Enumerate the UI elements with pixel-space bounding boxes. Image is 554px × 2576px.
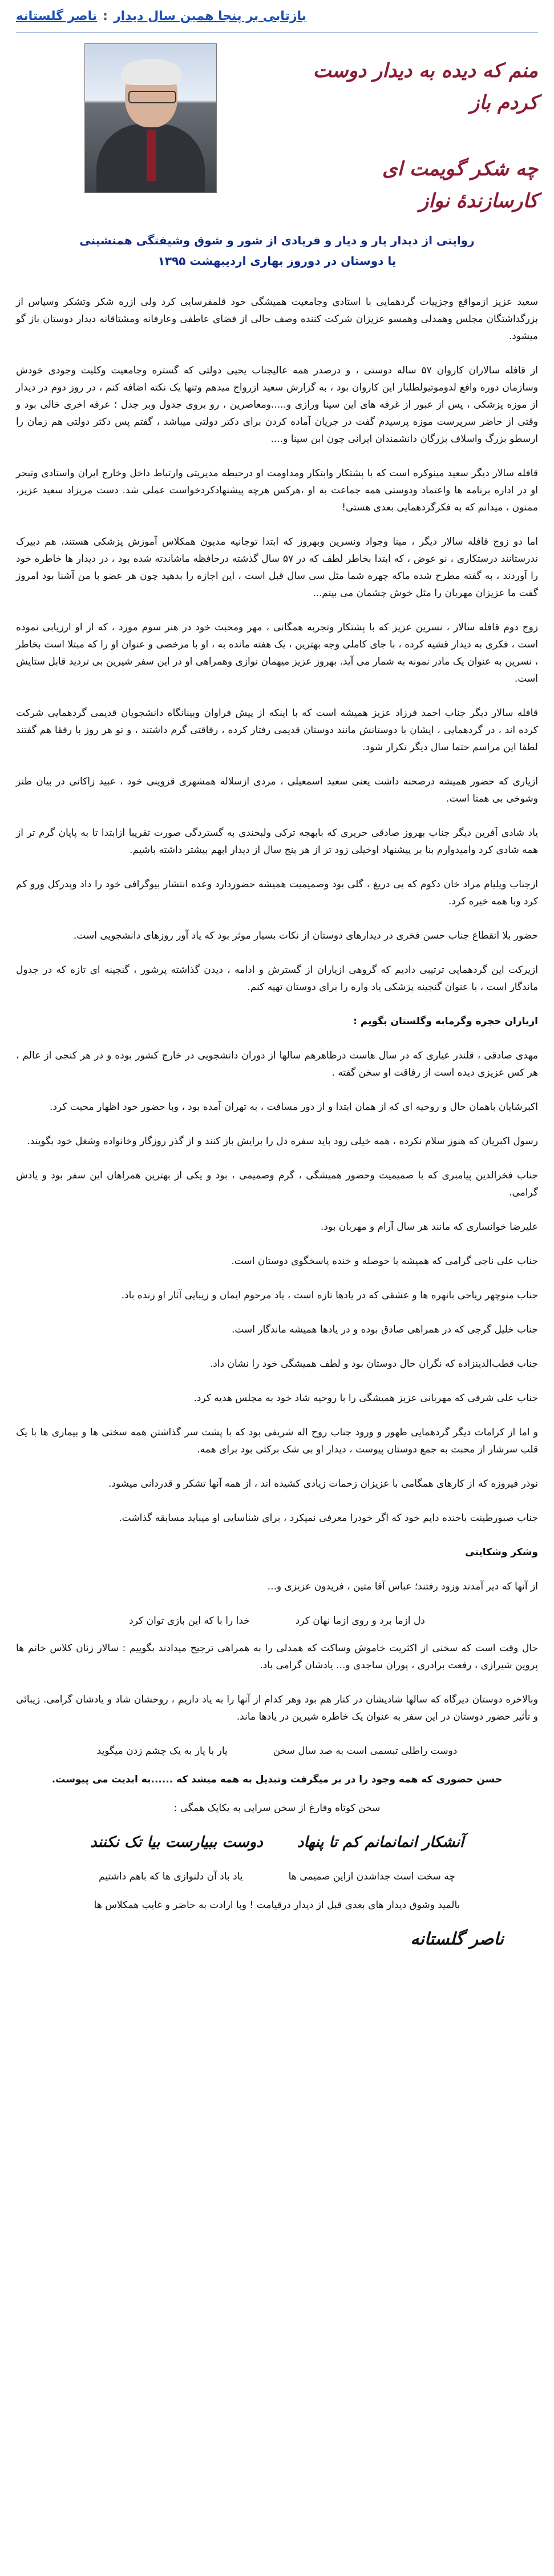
poem-hemistich: دوست راطلی تبسمی است به صد سال سخن: [273, 1745, 458, 1757]
signature-verse: [16, 1834, 538, 1851]
article-title-link[interactable]: بازتابی بر پنجا همین سال دیدار: [113, 9, 307, 23]
closing-bold-line: حسن حضوری که همه وجود را در بر میگرفت وتبدیل به همه میشد که ......به ابدیت می پیوست.: [51, 1774, 503, 1785]
poem-hemistich: چه سخت است جداشدن ازاین صمیمی ها: [288, 1871, 455, 1882]
closing-line: سخن کوتاه وفارغ از سخن سرایی به یکایک همگی :: [173, 1802, 381, 1814]
final-line: بالمید وشوق دیدار های بعدی قبل از دیدار درقیامت ! وبا ارادت به حاضر و غایب همکلاس ها: [94, 1899, 460, 1911]
photo-hair: [122, 59, 181, 85]
signature-verse-left: آنشکار انمانمانم کم تا پنهاد: [297, 1834, 464, 1851]
paragraph: نوذر فیروزه که از کارهای همگامی با عزیزان زحمات زیادی کشیده اند ، از همه آنها تشکر و قدردانی میشود.: [108, 1478, 538, 1490]
paragraph: اما دو زوج قافله سالار دیگر ، مینا وجواد ونسرین وبهروز که ابتدا توجانیه مدیون همکلاس آموزش پزشکی هستند، هم دبیرک ندرستانند درستکاری ، نو عوض ، که ابتدا بخاطر لطف که در ۵۷ سال گذشته درحافظه ماشاندته شده بود ، در دیدار ها خاطره خود را آوردند ، به گفته مطرح شده ماکه چهره شما مثل سی سال قبل است ، این اجازه را بدهید چون هر عضو با من آشنا بود امروز گفت ما عزیزان مهربان را مثل خوش چشمان می بینم...: [16, 536, 538, 599]
author-photo: [84, 43, 217, 193]
paragraph: جناب علی ناجی گرامی که همیشه با حوصله و خنده پاسخگوی دوستان است.: [231, 1255, 538, 1267]
paragraph: یاد شادی آفرین دیگر جناب بهروز صادقی حریری که بابهجه ترکی ولبخندی به گستردگی صورت تقریبا ازابتدا تا به پایان گرم تر از همه شادی کرد وامیدوارم بنا بر پیشنهاد اوخیلی زود تر از هر پنج سال از دیدار ابهم بیشتر داشته باشیم.: [16, 827, 538, 856]
paragraph: سعید عزیز ازمواقع وجزییات گردهمایی با استادی وجامعیت همیشگی خود قلمفرسایی کرد ولی ازره شکر وتشکر وسپاس از بزرگداشتگان مجلس وهمدلی وهمسو عزیزان شرکت کننده وصف حالی از فضای عاطفی وعارفانه ومشتاقانه دیدار دوستان باز گو میشود.: [16, 296, 538, 342]
top-bar: [16, 0, 538, 33]
photo-tie: [147, 130, 156, 181]
poem-hemistich: خدا را با که این بازی توان کرد: [129, 1615, 250, 1627]
paragraph: حال وقت است که سخنی از اکثریت خاموش وساکت که همدلی را به همراهی ترجیح میدادند بگوییم : سالار زنان کلاس خانم ها پروین شیرازی ، رفعت برادری ، پوران ساجدی و... یادشان گرامی باد.: [16, 1643, 538, 1671]
article-title: [16, 231, 538, 271]
paragraph: رسول اکبریان که هنوز سلام نکرده ، همه خیلی زود باید سفره دل را برایش باز کنند و از گذر روزگار وخانواده وشغل خود بگویند.: [27, 1136, 538, 1147]
paragraph: مهدی صادقی ، قلندر عیاری که در سال هاست درظاهرهم سالها از دوران دانشجویی در خارج کشور بوده و در هر کنجی از عالم ، هر کس عزیزی دیده است از رفاقت او سخن گفته .: [16, 1050, 538, 1078]
paragraph: قافله سالار دیگر جناب احمد فرزاد عزیز همیشه است که با اینکه از پیش فراوان وبینانگاه دانشجویان قدیمی گردهمایی شرکت کرده اند ، در گردهمایی ، ایشان با دوستانش مانند دوستان قدیمی رفتار کرده ، رفاقتی گرم داشتند ، و تو هر روز با رفقا هم گفتند لطفا این مراسم حتما سال دیگر تکرار شود.: [16, 707, 538, 753]
paragraph: اکبرشایان باهمان حال و روحیه ای که از همان ابتدا و از دور مسافت ، به تهران آمده بود ، وبا حضور خود اظهار محبت کرد.: [49, 1101, 538, 1113]
paragraph: جناب صبورطینت باخنده دایم خود که اگر خودرا معرفی نمیکرد ، برای شناسایی او میباید مسابقه گذاشت.: [119, 1512, 538, 1524]
poem-hemistich: یار با یار به یک چشم زدن میگوید: [96, 1745, 228, 1757]
photo-glasses: [128, 91, 176, 103]
paragraph: از قافله سالاران کاروان ۵۷ ساله دوستی ، و درصدر همه عالیجناب یحیی دولتی که گستره وجامعیت وکلیت وجودی خودش وسازمان دوره وافع لدوموتیولطلبار این کاروان بود ، به گزارش سعید ازرواج میدهم وتنها یک نکته اضافه کنم ، در روز دوم در دیدار از موزه پزشکی ، پس از عبور از غرفه های این سینا ورازی و.....ومعاصرین ، رو بروی جدول وبر جدل ؛ عرفه اخری خالی بود و وقتی از حاضر سرپرست موزه پرسیدم گفت در جریان آماده کردن برای دکتر دولتی میباشد ، گفتم پس دکتر دولتی هم زمان را ارسطو بزرگ واسلاف بزرگان دانشمندان ایرانی چون ابن سینا و....: [16, 365, 538, 445]
paragraph: وبالاخره دوستان دیرگاه که سالها شادیشان در کنار هم بود وهر کدام از آنها را به یاد داریم ، روحشان شاد و یادشان گرامی. زیبائی و تأثیر حضور دوستان در این سفر به عنوان یک خاطره شیرین در یادها ماند.: [16, 1694, 538, 1722]
title-line-2: یا دوستان در دوروز بهاری اردیبهشت ۱۳۹۵: [157, 254, 397, 268]
poem-verse: [16, 1742, 538, 1760]
paragraph: ازجناب ویلیام مراد خان دکوم که بی دریغ ، گلی بود وصمیمیت همیشه حضوردارد وعده انتشار بیوگرافی خود را داد وپدرکل ورو کم کرد وبا همه خیره کرد.: [16, 879, 538, 907]
calligraphy-line-2: چه شکر گویمت ای کارسازندهٔ نواز: [382, 158, 538, 212]
paragraph: ازیرکت این گردهمایی ترتیبی دادیم که گروهی ازیاران از گسترش و ادامه ، دیدن گذاشته پرشور ، گنجینه ای تازه که در جدول ماندگار است ، با عنوان گنجینه پزشکی یاد واره را برای دوستان تهیه کنم.: [16, 964, 538, 993]
paragraph: علیرضا خوانساری که مانند هر سال آرام و مهربان بود.: [320, 1221, 538, 1233]
paragraph: زوج دوم قافله سالار ، نسرین عزیز که با پشتکار وتجربه همگانی ، مهر ومحبت خود در هنر سوم مورد ، که از او ارزیابی نموده است ، فکری به دیدار قشیه کرده ، با جای کاملی وجه بهترین ، یک هفته مانده به ، او با مرخصی و عنوان او را که مبتلا است بخاطر ، نسرین به عنوان یک مادر نمونه به شمار می آید. بهروز عزیز میهمان نوازی وهمراهی او در این سفر شیرین بی تردید قابل ستایش است.: [16, 622, 538, 685]
paragraph: جناب منوچهر ریاحی بانهره ها و عشقی که در یادها تازه است ، یاد مرحوم ایمان و زیبایی آثار او زنده باد.: [121, 1290, 538, 1301]
signature-verse-right: دوست ببیارست بیا تک نکنند: [90, 1834, 263, 1851]
calligraphy-line-1: منم که دیده به دیدار دوست کردم باز: [313, 59, 538, 114]
paragraph: و اما از کرامات دیگر گردهمایی ظهور و ورود جناب روح اله شریفی بود که با پشت سر گذاشتن همه سختی ها و بیماری ها با یک قلب سرشار از محبت به جمع دوستان پیوست ، دیدار او بی شک برکتی بود برای همه.: [16, 1427, 538, 1455]
title-separator: :: [103, 9, 108, 23]
author-signature: ناصر گلستانه: [410, 1929, 504, 1949]
header: [16, 43, 538, 217]
poem-verse: [16, 1868, 538, 1885]
paragraph: جناب خلیل گرجی که در همراهی صادق بوده و در یادها همیشه ماندگار است.: [231, 1324, 538, 1335]
paragraph: جناب فخرالدین پیامبری که با صمیمیت وحضور همیشگی ، گرم وصمیمی ، بود و یکی از بهترین همراهان این سفر بود و یادش گرامی.: [16, 1170, 538, 1198]
paragraph: از آنها که دیر آمدند وزود رفتند؛ عباس آقا متین ، فریدون عزیزی و...: [267, 1581, 538, 1592]
paragraph: قافله سالار دیگر سعید مینوکره است که با پشتکار وابتکار ومداومت او درحیطه مدیریتی وارتباط داخل وخارج ایران واستادی وتبحر او در اداره برنامه ها واعتماد ودوستی همه جماعت به او ،هرکس هرچه پیشنهادکردخواست عملی شد. دست مریزاد سعید عزیز، ممنون ، میدانم که به فکرگردهمایی بعدی هستی!: [16, 468, 538, 513]
title-line-1: روایتی از دیدار یار و دیار و فریادی از شور و شوق وشیفتگی همنشینی: [79, 234, 475, 247]
author-link[interactable]: ناصر گلستانه: [16, 9, 98, 23]
paragraph: حضور بلا انقطاع جناب حسن فخری در دیدارهای دوستان از نکات بسیار موثر بود که یاد آور روزهای دانشجویی است.: [73, 930, 538, 941]
poem-hemistich: دل ازما برد و روی ازما نهان کرد: [295, 1615, 425, 1627]
poem-verse: [16, 1612, 538, 1629]
subheading: ازیاران حجره وگرمابه وگلستان بگویم :: [353, 1016, 538, 1027]
paragraph: جناب قطب‌الدینزاده که نگران حال دوستان بود و لطف همیشگی خود را نشان داد.: [209, 1358, 538, 1370]
calligraphy-verse: [298, 43, 538, 217]
paragraph: ازیاری که حضور همیشه درصحنه داشت یعنی سعید اسمعیلی ، مردی ازسلاله همشهری قزوینی خود ، عبید زاکانی در بیان طنز وشوخی بی همتا است.: [16, 776, 538, 804]
paragraph: جناب علی شرفی که مهربانی عزیز همیشگی را با روحیه شاد خود به مجلس هدیه کرد.: [193, 1392, 538, 1404]
article-body: [16, 293, 538, 1948]
poem-hemistich: یاد باد آن دلنوازی ها که باهم داشتیم: [99, 1871, 243, 1882]
subheading: وشکر وشکایتی: [465, 1547, 538, 1558]
